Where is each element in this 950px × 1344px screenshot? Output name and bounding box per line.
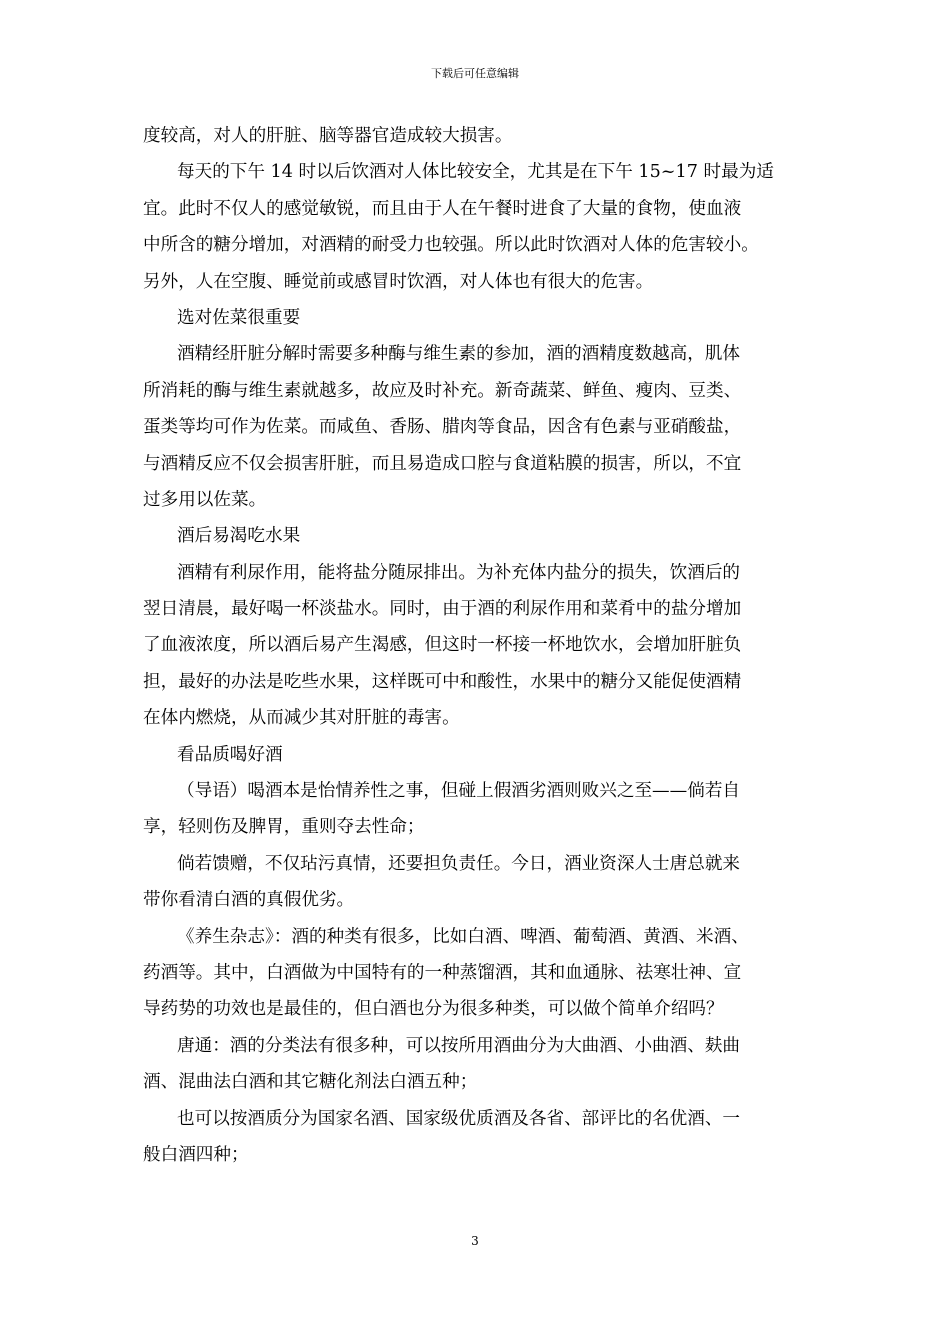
text-line: 了血液浓度，所以酒后易产生渴感，但这时一杯接一杯地饮水，会增加肝脏负 [143,635,742,656]
text-line: 倘若馈赠，不仅玷污真情，还要担负责任。今日，酒业资深人士唐总就来 [177,853,741,874]
text-line: 也可以按酒质分为国家名酒、国家级优质酒及各省、部评比的名优酒、一 [177,1108,741,1129]
text-line: 每天的下午 14 时以后饮酒对人体比较安全，尤其是在下午 15~17 时最为适 [177,162,774,183]
text-line: 唐通：酒的分类法有很多种，可以按所用酒曲分为大曲酒、小曲酒、麸曲 [177,1035,741,1056]
text-line: 另外，人在空腹、睡觉前或感冒时饮酒，对人体也有很大的危害。 [143,271,654,292]
text-line: 酒、混曲法白酒和其它糖化剂法白酒五种； [143,1072,478,1093]
text-line: 药酒等。其中，白酒做为中国特有的一种蒸馏酒，其和血通脉、祛寒壮神、宣 [143,962,742,983]
text-line: 酒精有利尿作用，能将盐分随尿排出。为补充体内盐分的损失，饮酒后的 [177,562,741,583]
text-line: 中所含的糖分增加，对酒精的耐受力也较强。所以此时饮酒对人体的危害较小。 [143,235,759,256]
text-line: 蛋类等均可作为佐菜。而咸鱼、香肠、腊肉等食品，因含有色素与亚硝酸盐， [143,417,742,438]
page-header: 下载后可任意编辑 [431,67,519,80]
text-line: 导药势的功效也是最佳的，但白酒也分为很多种类，可以做个简单介绍吗？ [143,999,724,1020]
text-line: 般白酒四种； [143,1144,249,1165]
page-number: 3 [471,1234,479,1248]
text-line: 度较高，对人的肝脏、脑等器官造成较大损害。 [143,126,513,146]
section-heading: 选对佐菜很重要 [177,307,301,328]
text-line: 宜。此时不仅人的感觉敏锐，而且由于人在午餐时进食了大量的食物，使血液 [143,198,742,219]
text-line: 过多用以佐菜。 [143,489,267,510]
text-line: 酒精经肝脏分解时需要多种酶与维生素的参加，酒的酒精度数越高，肌体 [177,344,741,365]
text-line: 带你看清白酒的真假优劣。 [143,890,355,911]
text-line: 与酒精反应不仅会损害肝脏，而且易造成口腔与食道粘膜的损害，所以，不宜 [143,453,742,474]
text-line: 所消耗的酶与维生素就越多，故应及时补充。新奇蔬菜、鲜鱼、瘦肉、豆类、 [143,380,742,401]
text-line: 担，最好的办法是吃些水果，这样既可中和酸性，水果中的糖分又能促使酒精 [143,671,742,692]
text-line: 在体内燃烧，从而减少其对肝脏的毒害。 [143,708,460,729]
section-heading: 看品质喝好酒 [177,744,283,765]
text-line: 享，轻则伤及脾胃，重则夺去性命； [143,817,425,838]
text-line: （导语）喝酒本是怡情养性之事，但碰上假酒劣酒则败兴之至——倘若自 [177,781,741,802]
text-line: 翌日清晨，最好喝一杯淡盐水。同时，由于酒的利尿作用和菜肴中的盐分增加 [143,599,742,620]
text-line: 《养生杂志》：酒的种类有很多，比如白酒、啤酒、葡萄酒、黄酒、米酒、 [177,926,749,947]
document-body [143,118,819,1173]
section-heading: 酒后易渴吃水果 [177,526,301,547]
